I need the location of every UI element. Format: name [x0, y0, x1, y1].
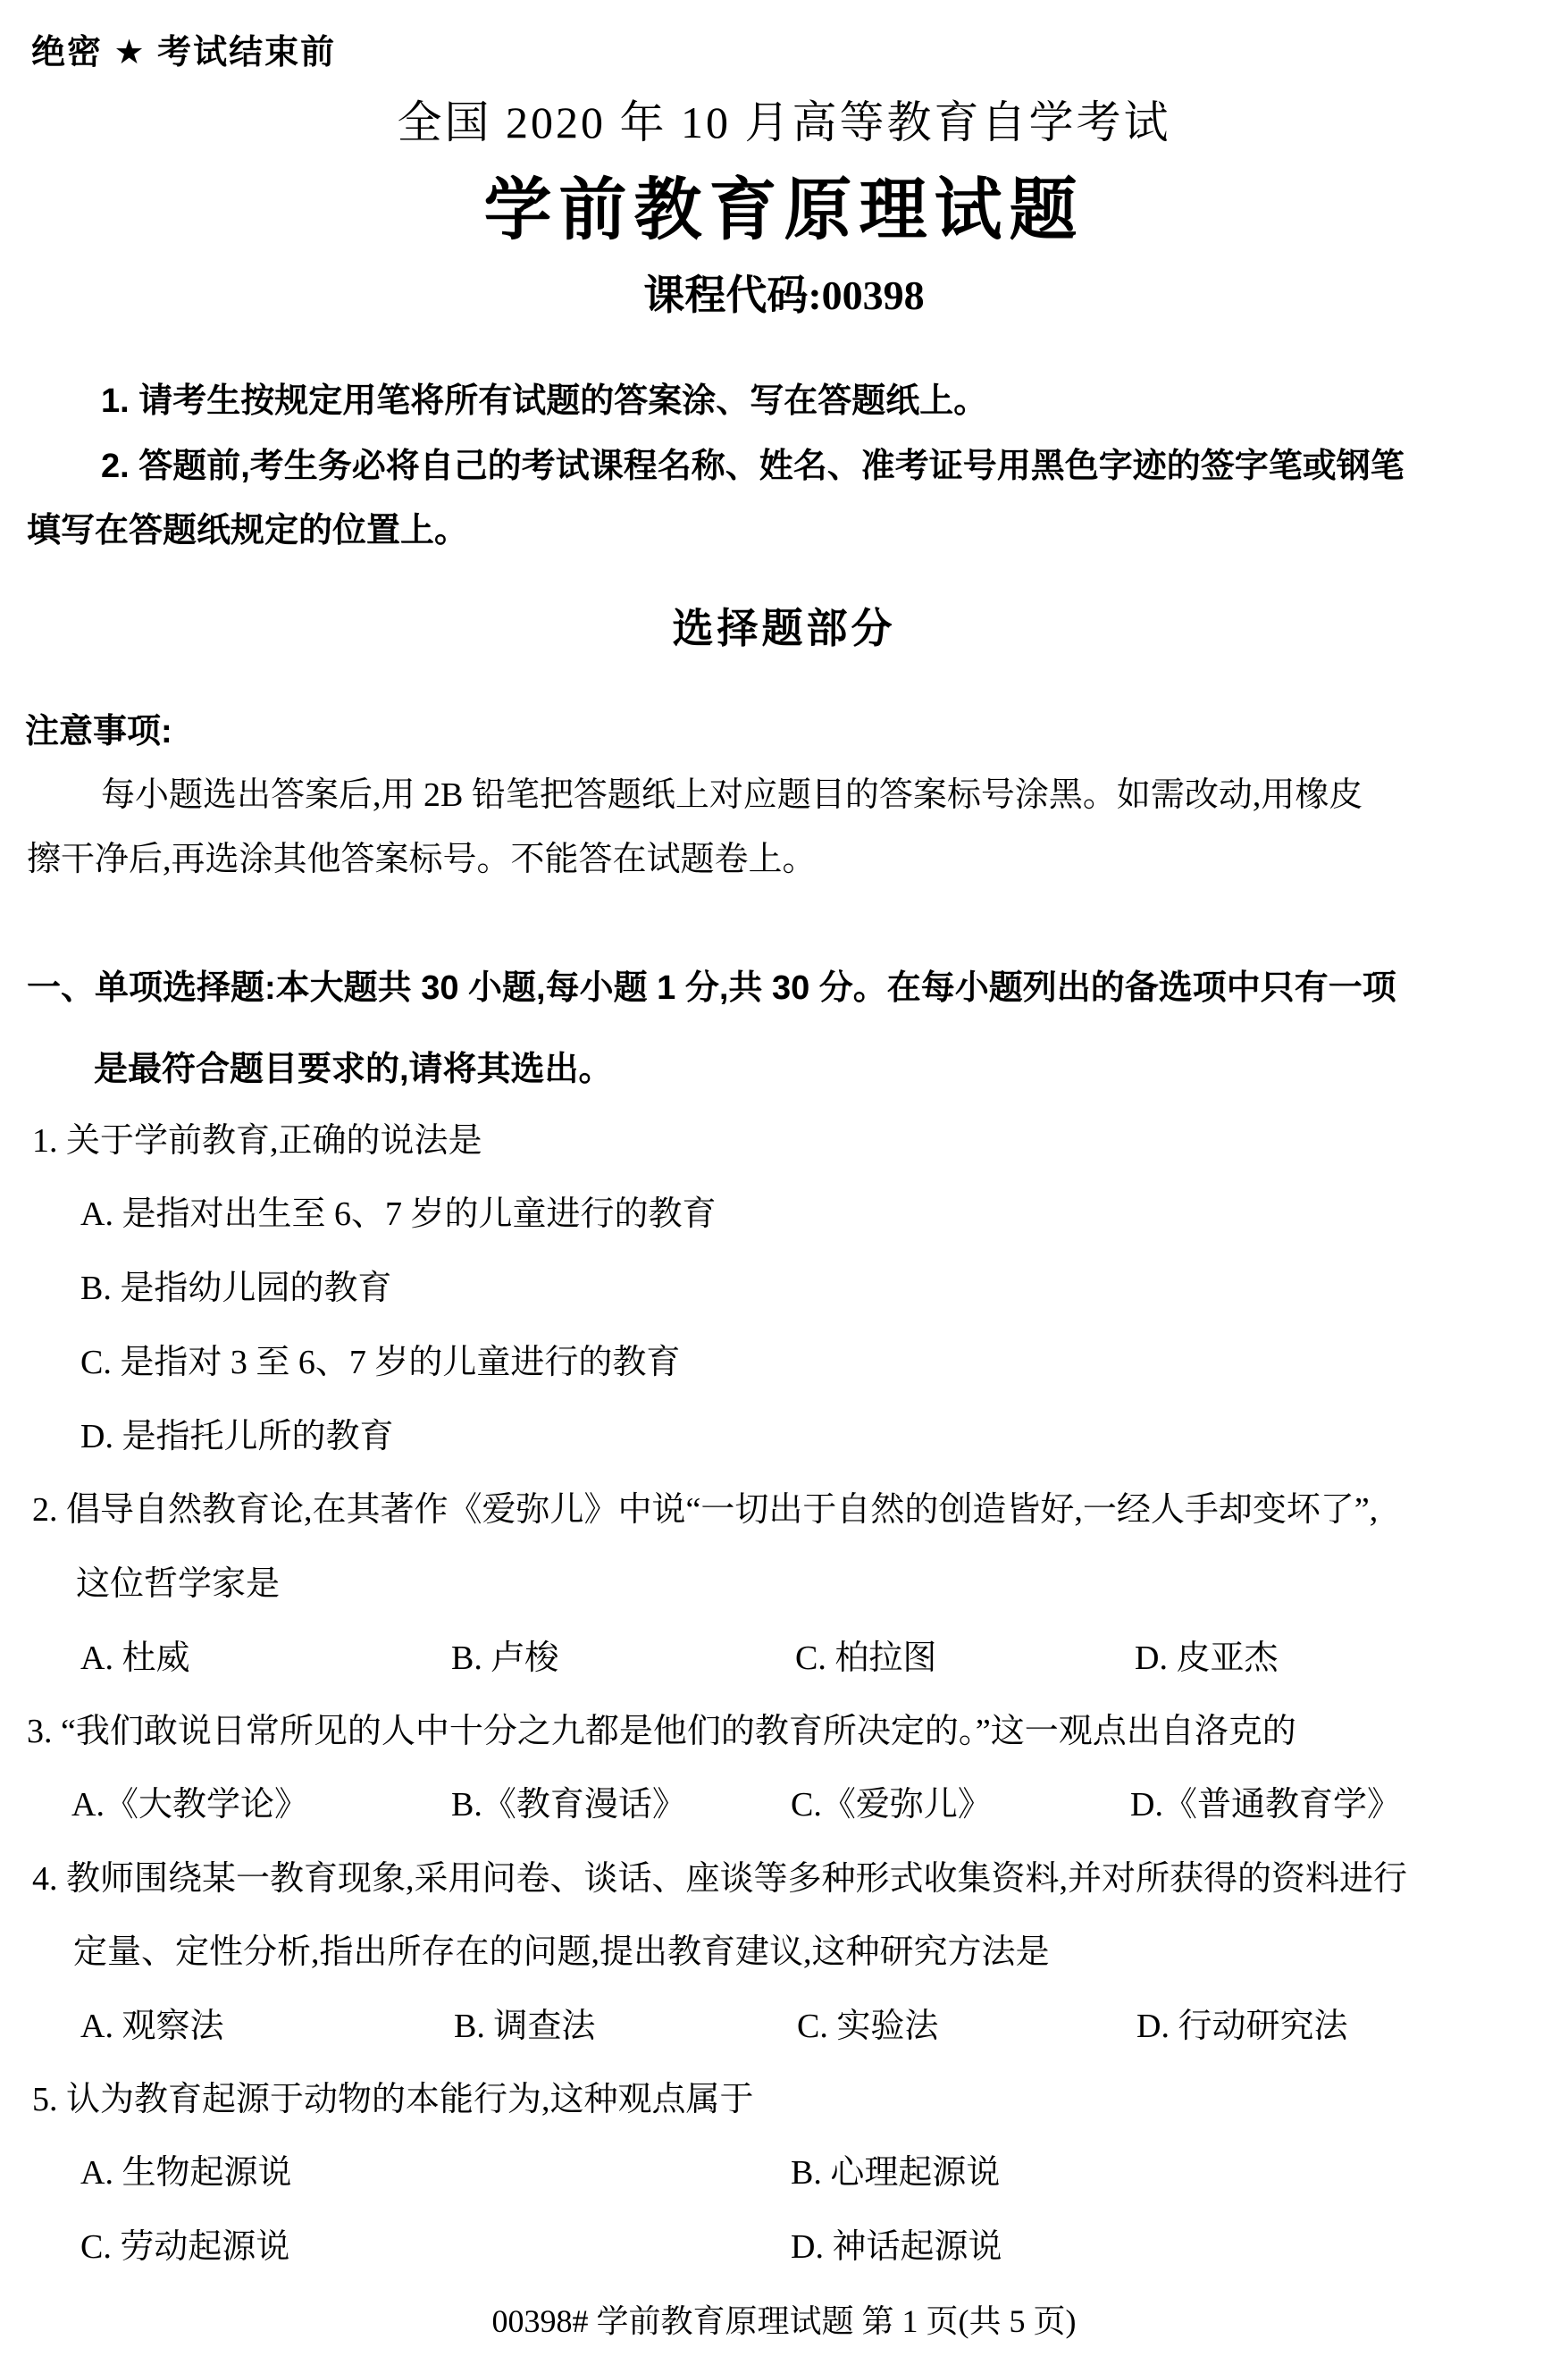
- question-3-option-b: B.《教育漫话》: [451, 1786, 686, 1824]
- instruction-2-continued: 填写在答题纸规定的位置上。: [27, 512, 469, 549]
- page-footer: 00398# 学前教育原理试题 第 1 页(共 5 页): [491, 2303, 1077, 2339]
- notice-line-2: 擦干净后,再选涂其他答案标号。不能答在试题卷上。: [27, 841, 817, 878]
- question-4-option-c: C. 实验法: [797, 2008, 939, 2045]
- notice-line-1: 每小题选出答案后,用 2B 铅笔把答题纸上对应题目的答案标号涂黑。如需改动,用橡皮: [101, 776, 1363, 814]
- question-3-option-c: C.《爱弥儿》: [791, 1786, 992, 1824]
- question-5-option-a: A. 生物起源说: [80, 2154, 292, 2192]
- question-2-stem-line-1: 2. 倡导自然教育论,在其著作《爱弥儿》中说“一切出于自然的创造皆好,一经人手却变坏了”,: [32, 1491, 1379, 1529]
- question-1-option-d: D. 是指托儿所的教育: [80, 1418, 394, 1455]
- question-2-option-a: A. 杜威: [80, 1639, 190, 1677]
- paper-title: 学前教育原理试题: [483, 172, 1085, 248]
- question-5-stem: 5. 认为教育起源于动物的本能行为,这种观点属于: [32, 2081, 754, 2118]
- question-5-option-d: D. 神话起源说: [791, 2228, 1002, 2266]
- question-1-option-b: B. 是指幼儿园的教育: [80, 1270, 392, 1307]
- question-2-option-c: C. 柏拉图: [795, 1639, 937, 1677]
- question-3-option-d: D.《普通教育学》: [1130, 1786, 1401, 1824]
- part-heading-line-2: 是最符合题目要求的,请将其选出。: [94, 1051, 613, 1088]
- exam-title: 全国 2020 年 10 月高等教育自学考试: [397, 97, 1171, 147]
- question-2-option-b: B. 卢梭: [451, 1639, 559, 1677]
- question-4-stem-line-1: 4. 教师围绕某一教育现象,采用问卷、谈话、座谈等多种形式收集资料,并对所获得的资料进行: [32, 1860, 1408, 1898]
- question-1-option-c: C. 是指对 3 至 6、7 岁的儿童进行的教育: [80, 1344, 681, 1381]
- question-4-option-a: A. 观察法: [80, 2008, 224, 2045]
- question-5-option-b: B. 心理起源说: [791, 2154, 1001, 2192]
- question-3-stem: 3. “我们敢说日常所见的人中十分之九都是他们的教育所决定的。”这一观点出自洛克的: [27, 1713, 1296, 1750]
- question-4-option-b: B. 调查法: [454, 2008, 596, 2045]
- section-title: 选择题部分: [672, 605, 896, 651]
- question-1-stem: 1. 关于学前教育,正确的说法是: [32, 1122, 482, 1160]
- question-5-option-c: C. 劳动起源说: [80, 2228, 290, 2266]
- instruction-1: 1. 请考生按规定用笔将所有试题的答案涂、写在答题纸上。: [101, 382, 988, 420]
- notice-heading: 注意事项:: [25, 713, 172, 750]
- question-4-stem-line-2: 定量、定性分析,指出所存在的问题,提出教育建议,这种研究方法是: [73, 1933, 1050, 1971]
- question-2-stem-line-2: 这位哲学家是: [76, 1565, 281, 1603]
- course-code: 课程代码:00398: [643, 273, 925, 318]
- question-1-option-a: A. 是指对出生至 6、7 岁的儿童进行的教育: [80, 1195, 717, 1233]
- question-2-option-d: D. 皮亚杰: [1135, 1639, 1279, 1677]
- security-label: 绝密 ★ 考试结束前: [31, 34, 337, 71]
- question-4-option-d: D. 行动研究法: [1136, 2008, 1348, 2045]
- question-3-option-a: A.《大教学论》: [71, 1786, 308, 1824]
- instruction-2: 2. 答题前,考生务必将自己的考试课程名称、姓名、准考证号用黑色字迹的签字笔或钢笔: [101, 448, 1404, 485]
- part-heading-line-1: 一、单项选择题:本大题共 30 小题,每小题 1 分,共 30 分。在每小题列出的备选项中只有一项: [27, 969, 1396, 1007]
